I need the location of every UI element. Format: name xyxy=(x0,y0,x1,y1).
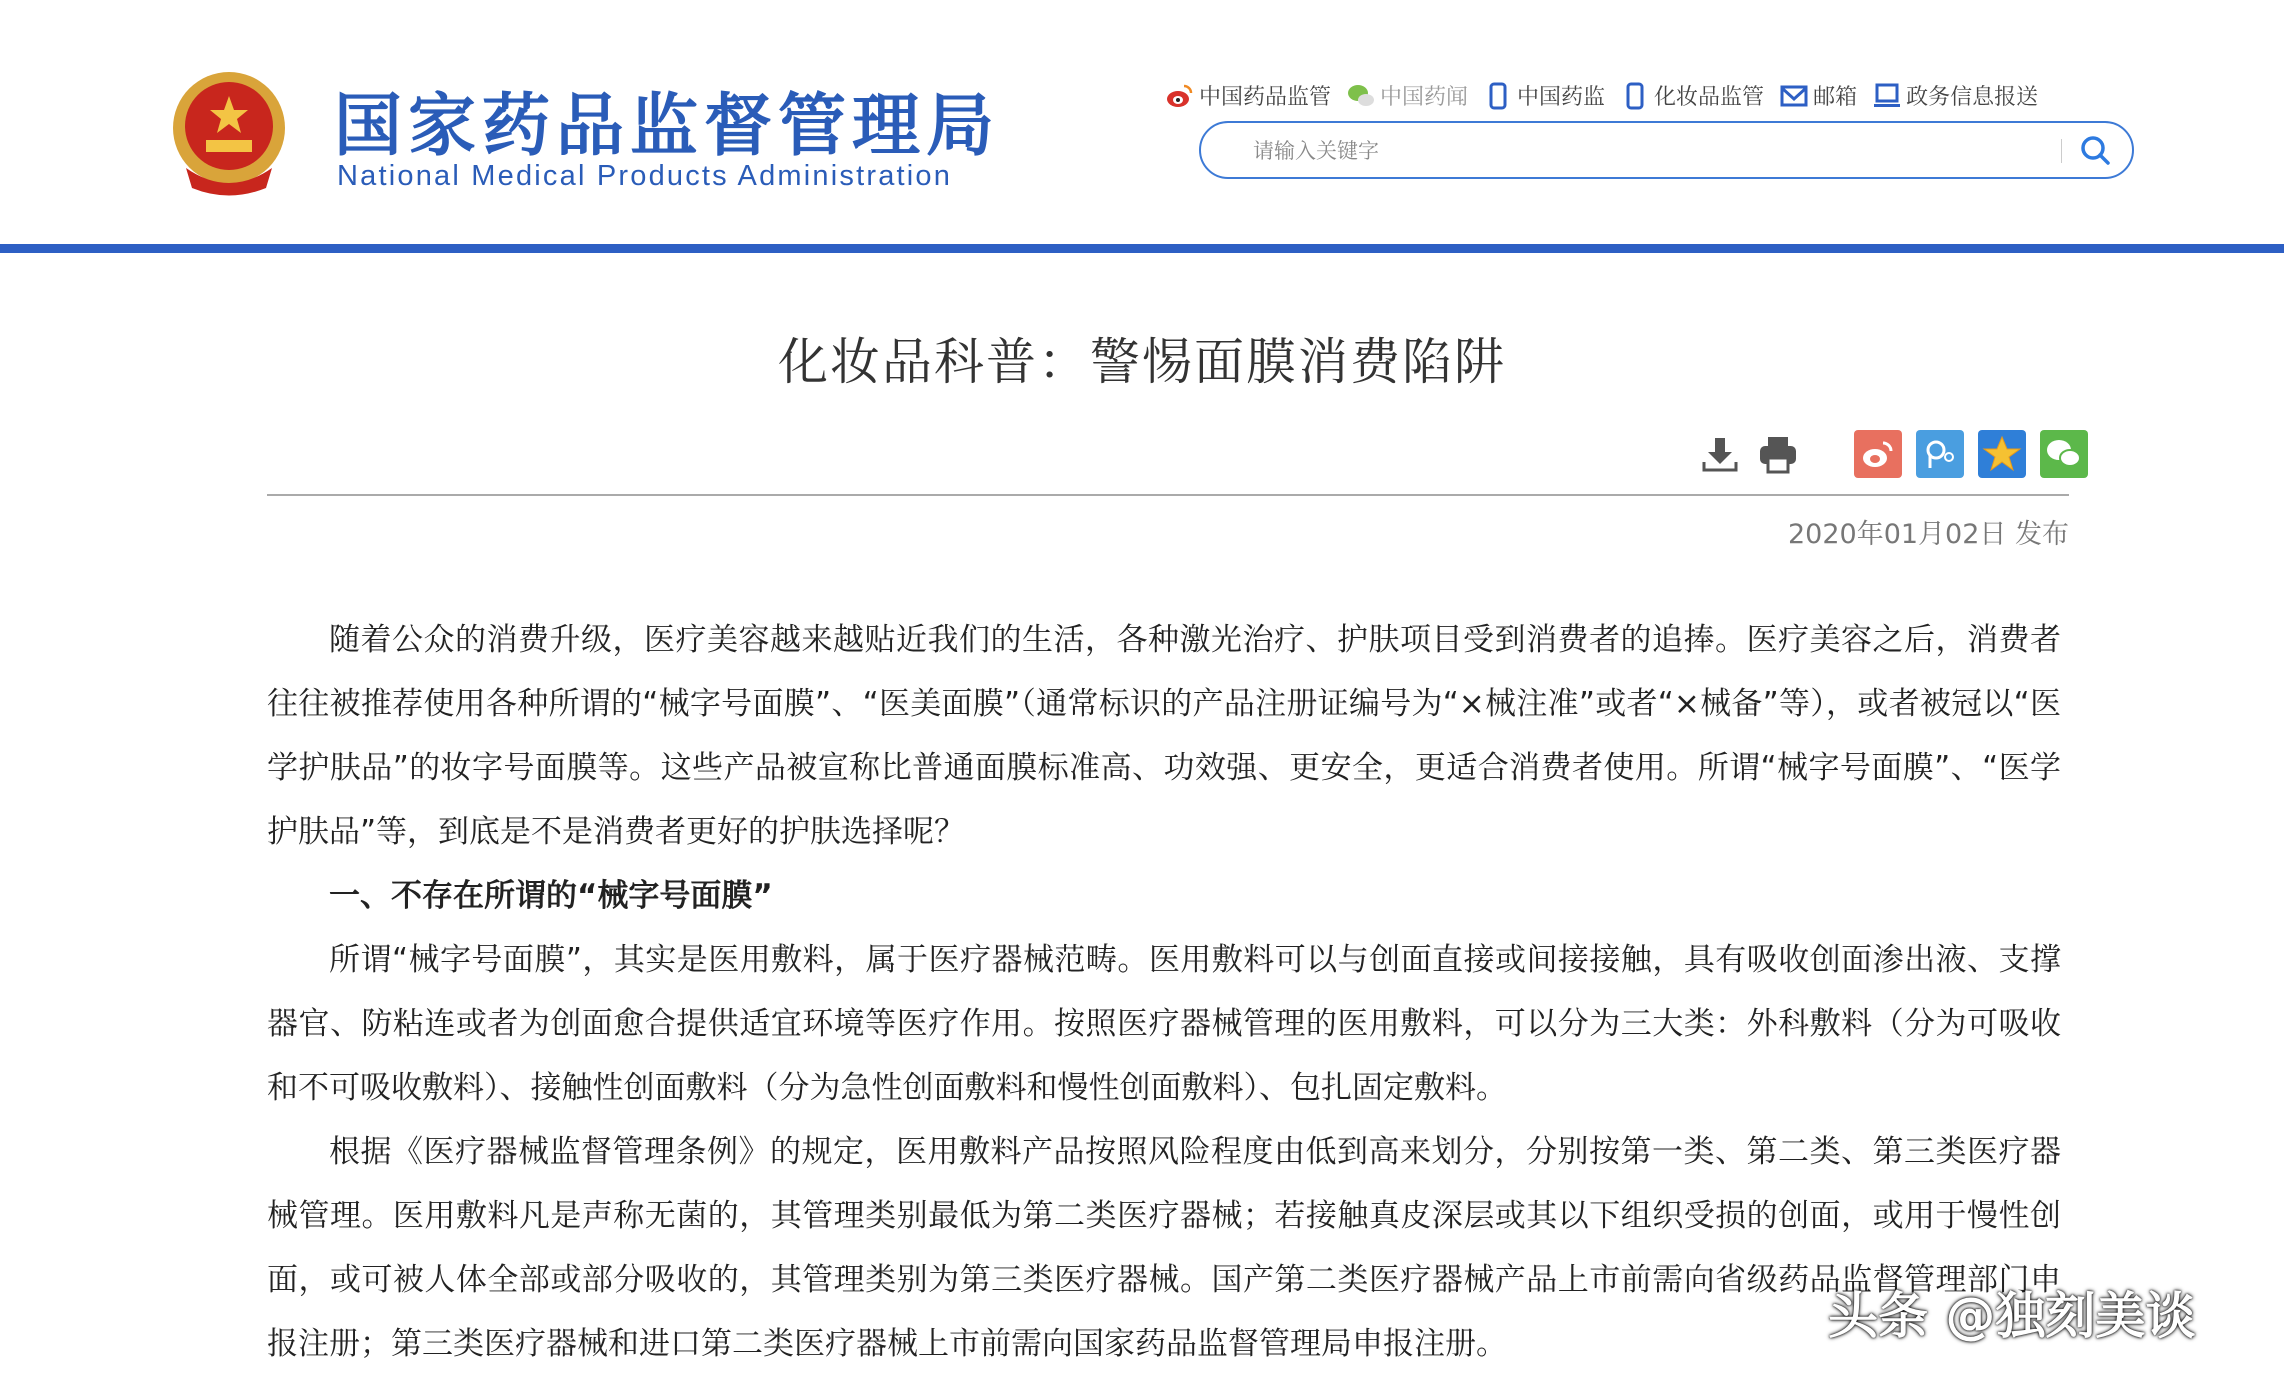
link-label: 邮箱 xyxy=(1813,85,1858,110)
search-input[interactable] xyxy=(1251,133,2055,171)
print-icon[interactable] xyxy=(1756,432,1800,476)
link-label: 政务信息报送 xyxy=(1906,85,2039,110)
wechat-icon xyxy=(1347,82,1375,110)
title-divider xyxy=(267,494,2069,496)
top-links xyxy=(1166,80,2038,111)
article-body xyxy=(267,608,2061,1376)
search-divider xyxy=(2061,139,2062,163)
weibo-icon xyxy=(1861,439,1895,469)
share-wechat-button[interactable] xyxy=(2040,430,2088,478)
paragraph: 根据《医疗器械监督管理条例》的规定，医用敷料产品按照风险程度由低到高来划分，分别按第一类、第二类、第三类医疗器械管理。医用敷料凡是声称无菌的，其管理类别最低为第二类医疗器械；若接触真皮深层或其以下组织受损的创面，或用于慢性创面，或可被人体全部或部分吸收的，其管理类别为第三类医疗器械。国产第二类医疗器械产品上市前需向省级药品监督管理部门申报注册；第三类医疗器械和进口第二类医疗器械上市前需向国家药品监督管理局申报注册。 xyxy=(267,1134,2061,1362)
link-mobile-cosmetics[interactable] xyxy=(1621,80,1764,111)
share-qzone-button[interactable] xyxy=(1978,430,2026,478)
section-heading: 一、不存在所谓的“械字号面膜” xyxy=(329,878,773,914)
paragraph: 随着公众的消费升级，医疗美容越来越贴近我们的生活，各种激光治疗、护肤项目受到消费者的追捧。医疗美容之后，消费者往往被推荐使用各种所谓的“械字号面膜”、“医美面膜”（通常标识的产品注册证编号为“×械注准”或者“×械备”等），或者被冠以“医学护肤品”的妆字号面膜等。这些产品被宣称比普通面膜标准高、功效强、更安全，更适合消费者使用。所谓“械字号面膜”、“医学护肤品”等，到底是不是消费者更好的护肤选择呢？ xyxy=(267,622,2061,850)
weibo-icon xyxy=(1166,82,1194,110)
site-subtitle: National Medical Products Administration xyxy=(337,160,953,192)
link-weibo[interactable] xyxy=(1166,80,1331,111)
publish-date: 2020年01月02日 发布 xyxy=(1787,519,2069,550)
article-toolbar xyxy=(1698,430,2088,478)
download-icon[interactable] xyxy=(1698,432,1742,476)
qzone-star-icon xyxy=(1982,434,2022,474)
national-emblem-logo xyxy=(166,68,292,198)
link-label: 中国药闻 xyxy=(1380,85,1469,110)
mail-icon xyxy=(1780,82,1808,110)
monitor-icon xyxy=(1873,82,1901,110)
article-title: 化妆品科普：警惕面膜消费陷阱 xyxy=(778,333,1506,391)
share-weibo-button[interactable] xyxy=(1854,430,1902,478)
link-mail[interactable] xyxy=(1780,80,1857,111)
link-label: 中国药品监管 xyxy=(1199,85,1332,110)
share-qq-weibo-button[interactable] xyxy=(1916,430,1964,478)
mobile-icon xyxy=(1621,82,1649,110)
link-mobile-nmpa[interactable] xyxy=(1484,80,1605,111)
mobile-icon xyxy=(1484,82,1512,110)
link-gov-info[interactable] xyxy=(1873,80,2038,111)
wechat-icon xyxy=(2044,436,2084,472)
link-label: 化妆品监管 xyxy=(1654,85,1765,110)
link-wechat[interactable] xyxy=(1347,80,1468,111)
watermark: 头条 @独刻美谈 xyxy=(1828,1287,2196,1345)
link-label: 中国药监 xyxy=(1517,85,1606,110)
paragraph: 所谓“械字号面膜”，其实是医用敷料，属于医疗器械范畴。医用敷料可以与创面直接或间接接触，具有吸收创面渗出液、支撑器官、防粘连或者为创面愈合提供适宜环境等医疗作用。按照医疗器械管理的医用敷料，可以分为三大类：外科敷料（分为可吸收和不可吸收敷料）、接触性创面敷料（分为急性创面敷料和慢性创面敷料）、包扎固定敷料。 xyxy=(267,942,2061,1106)
search-icon[interactable] xyxy=(2078,133,2114,169)
header-divider xyxy=(0,244,2284,253)
tencent-weibo-icon xyxy=(1922,436,1958,472)
search-box xyxy=(1199,121,2134,179)
site-title: 国家药品监督管理局 xyxy=(334,87,1001,166)
